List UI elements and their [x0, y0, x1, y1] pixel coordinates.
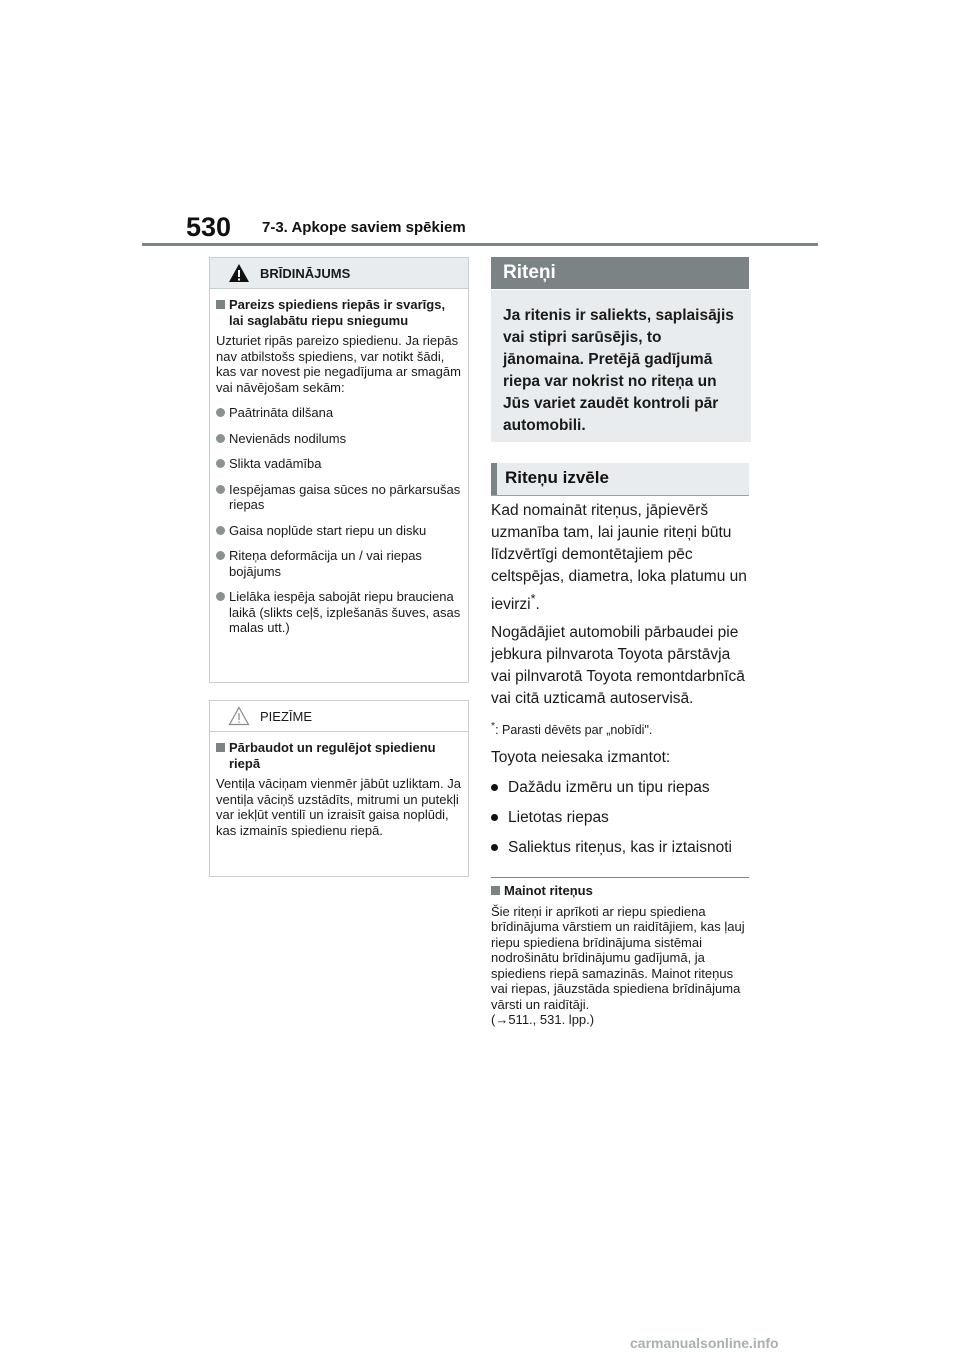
warning-triangle-icon — [228, 263, 250, 283]
warning-item: Slikta vadāmība — [216, 456, 462, 472]
warning-box — [209, 257, 469, 683]
dot-bullet-icon — [491, 844, 498, 851]
note-box-header — [210, 701, 468, 732]
header-rule — [142, 243, 818, 246]
warning-box-header — [210, 258, 468, 289]
square-bullet-icon — [216, 743, 225, 752]
replacing-text: Šie riteņi ir aprīkoti ar riepu spiediena brīdinājuma vārstiem un raidītājiem, kas ļauj riepu spiediena brīdinājuma sistēmai nodrošinātu brīdinājumu gadījumā, ja spiediens riepā samazinās. Mainot riteņus vai riepas, jāuzstāda spiediena brīdinājuma vārsti un raidītāji. — [491, 903, 745, 1012]
dot-bullet-icon — [216, 408, 225, 417]
warning-box-title: BRĪDINĀJUMS — [260, 266, 351, 281]
choice-bullet: Saliektus riteņus, kas ir iztaisnoti — [491, 837, 749, 859]
dot-bullet-icon — [216, 459, 225, 468]
choice-paragraph-3: Toyota neiesaka izmantot: — [491, 749, 671, 767]
dot-bullet-icon — [216, 592, 225, 601]
note-box-title: PIEZĪME — [260, 709, 313, 724]
dot-bullet-icon — [216, 485, 225, 494]
replacing-section — [491, 881, 749, 1028]
caution-outline-icon — [228, 706, 250, 726]
note-subheading: Pārbaudot un regulējot spiedienu riepā — [216, 740, 462, 771]
note-box — [209, 700, 469, 877]
dot-bullet-icon — [216, 551, 225, 560]
dot-bullet-icon — [216, 526, 225, 535]
choice-body — [491, 500, 749, 859]
footer-watermark: carmanualsonline.info — [630, 1335, 779, 1351]
dot-bullet-icon — [216, 434, 225, 443]
section-title: 7-3. Apkope saviem spēkiem — [262, 219, 466, 236]
choice-paragraph-2: Nogādājiet automobili pārbaudei pie jebkura pilnvarota Toyota pārstāvja vai pilnvarotā Toyota remontdarbnīcā vai citā uzticamā autoservisā. — [491, 624, 745, 708]
choice-heading-bar — [491, 463, 749, 496]
choice-bullet: Dažādu izmēru un tipu riepas — [491, 777, 749, 799]
choice-heading: Riteņu izvēle — [505, 468, 609, 487]
warning-item: Iespējamas gaisa sūces no pārkarsušas riepas — [216, 482, 462, 513]
note-paragraph: Ventiļa vāciņam vienmēr jābūt uzliktam. Ja ventiļa vāciņš uzstādīts, mitrumi un putekļi var iekļūt ventilī un izraisīt gaisa noplūdi, kas izmainīs spiedienu riepā. — [216, 776, 461, 838]
square-bullet-icon — [216, 300, 225, 309]
replacing-subheading: Mainot riteņus — [491, 883, 749, 899]
choice-paragraph-1: Kad nomaināt riteņus, jāpievērš uzmanība tam, lai jaunie riteņi būtu līdzvērtīgi demontētajiem pēc celtspējas, diametra, loka platumu un ievirzi*. — [491, 502, 747, 614]
choice-footnote: *: Parasti dēvēts par „nobīdi". — [491, 721, 653, 738]
warning-item: Riteņa deformācija un / vai riepas bojājums — [216, 548, 462, 579]
warning-subheading: Pareizs spiediens riepās ir svarīgs, lai saglabātu riepu sniegumu — [216, 297, 462, 328]
page-number: 530 — [186, 212, 232, 242]
warning-item: Lielāka iespēja sabojāt riepu brauciena laikā (slikts ceļš, izplešanās šuves, asas malas utt.) — [216, 589, 462, 636]
wheels-heading: Riteņi — [503, 262, 556, 283]
warning-item: Paātrināta dilšana — [216, 405, 462, 421]
warning-paragraph: Uzturiet ripās pareizo spiedienu. Ja riepās nav atbilstošs spiediens, var notikt šādi, kas var novest pie negadījuma ar smagām vai nāvējošam sekām: — [216, 333, 461, 395]
wheels-callout — [491, 290, 751, 442]
footnote-mark: * — [530, 592, 536, 606]
heading-accent-edge — [491, 463, 497, 495]
choice-bullet: Lietotas riepas — [491, 807, 749, 829]
wheels-heading-bar — [491, 257, 749, 289]
dot-bullet-icon — [491, 784, 498, 791]
page-header — [0, 0, 960, 250]
square-bullet-icon — [491, 886, 500, 895]
warning-item: Gaisa noplūde start riepu un disku — [216, 523, 462, 539]
wheels-callout-text: Ja ritenis ir saliekts, saplaisājis vai stipri sarūsējis, to jānomaina. Pretējā gadījumā riepa var nokrist no riteņa un Jūs variet zaudēt kontroli pār automobili. — [503, 307, 734, 434]
dot-bullet-icon — [491, 814, 498, 821]
warning-item: Nevienāds nodilums — [216, 431, 462, 447]
section-rule — [491, 877, 749, 878]
replacing-page-reference[interactable]: (→511., 531. lpp.) — [491, 1012, 595, 1027]
